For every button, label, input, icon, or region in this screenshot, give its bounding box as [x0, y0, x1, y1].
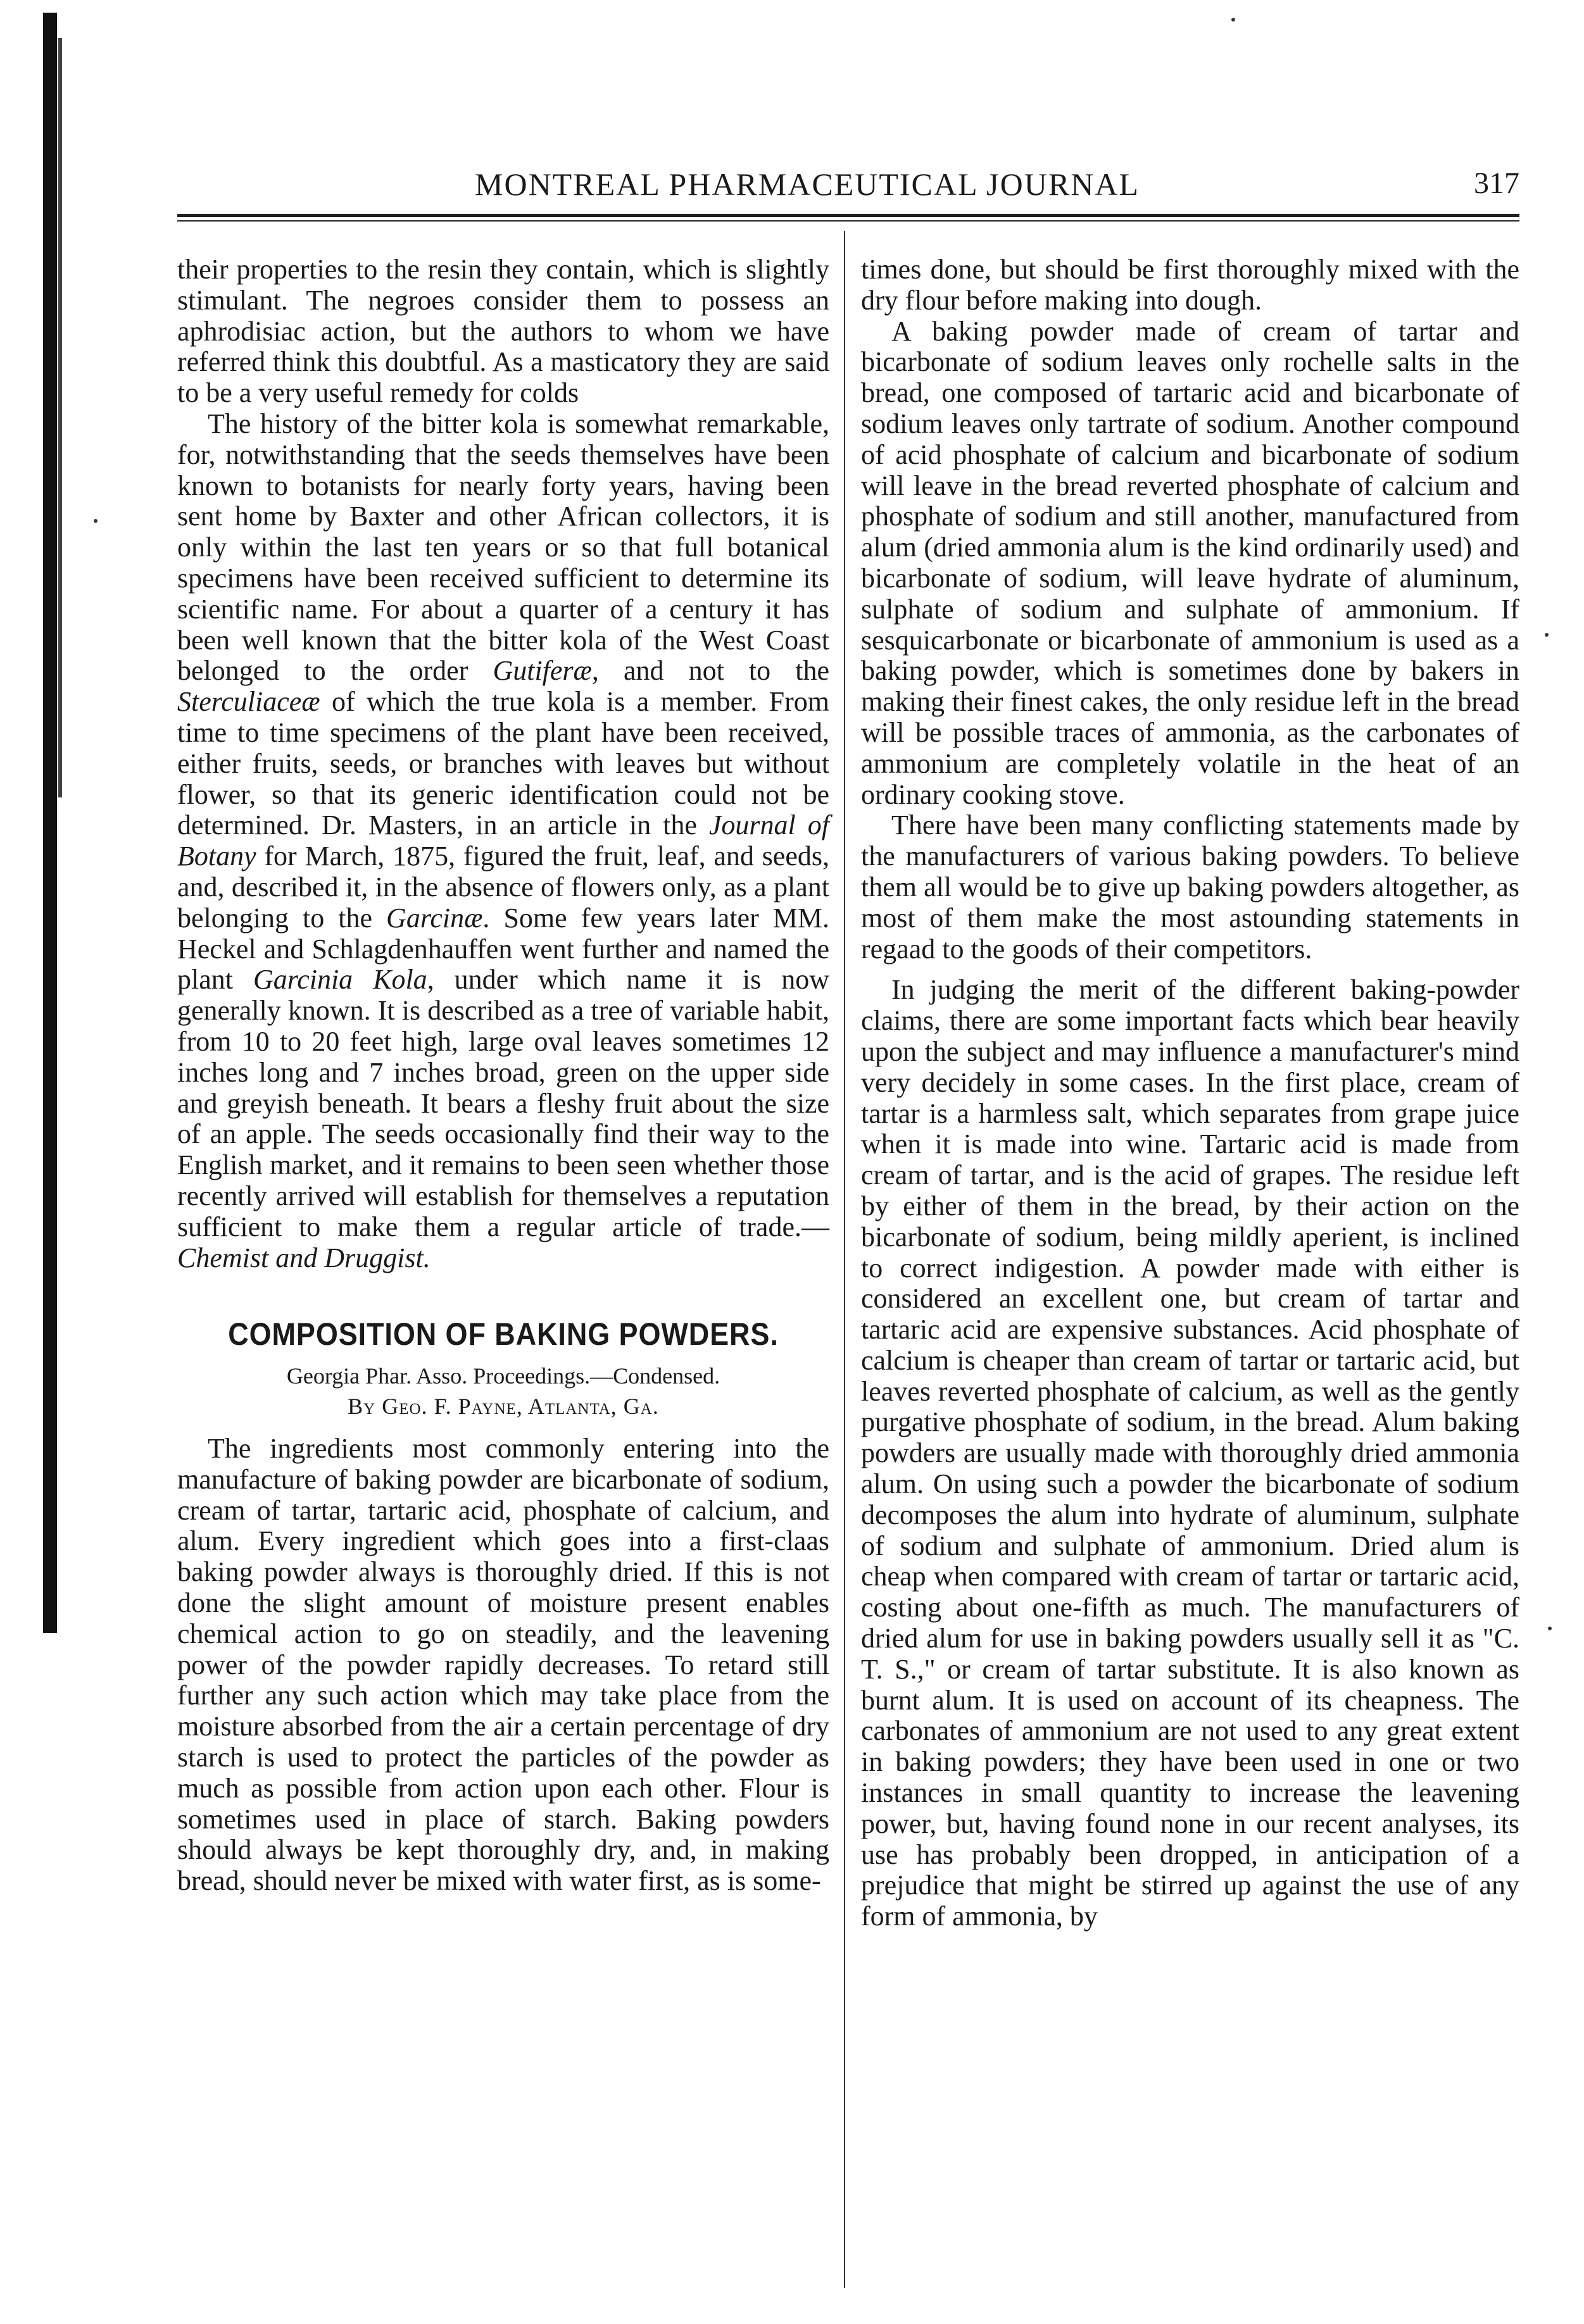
- scan-speck: [94, 519, 97, 523]
- column-divider: [844, 231, 845, 2288]
- scan-speck: [1231, 18, 1235, 22]
- page-edge-shadow-secondary: [58, 38, 62, 797]
- paragraph: A baking powder made of cream of tartar and bicarbonate of sodium leaves only rochelle salts in the bread, one composed of tartaric acid and bicarbonate of sodium leaves only tartrate of sodium. Another compound of acid phosphate of calcium and bicarbonate of sodium will leave in the bread reverted phosphate of calcium and phosphate of sodium and still another, manufactured from alum (dried ammonia alum is the kind ordinarily used) and bicarbonate of sodium, will leave hydrate of aluminum, sulphate of sodium and sulphate of ammonium. If sesquicarbonate or bicarbonate of ammonium is used as a baking powder, which is sometimes done by bakers in making their finest cakes, the only residue left in the bread will be possible traces of ammonia, as the carbonates of ammonium are completely volatile in the heat of an ordinary cooking stove.: [861, 315, 1519, 810]
- page-number: 317: [1474, 166, 1519, 200]
- paragraph: The history of the bitter kola is somewhat remarkable, for, notwithstanding that the seeds themselves have been known to botanists for nearly forty years, having been sent home by Baxter and other African collectors, it is only within the last ten years or so that full botanical specimens have been received sufficient to determine its scientific name. For about a quarter of a century it has been well known that the bitter kola of the West Coast belonged to the order Gutiferæ, and not to the Sterculiaceæ of which the true kola is a member. From time to time specimens of the plant have been received, either fruits, seeds, or branches with leaves but without flower, so that its generic identification could not be determined. Dr. Masters, in an article in the Journal of Botany for March, 1875, figured the fruit, leaf, and seeds, and, described it, in the absence of flowers only, as a plant belonging to the Garcinæ. Some few years later MM. Heckel and Schlagdenhauffen went further and named the plant Garcinia Kola, under which name it is now generally known. It is described as a tree of variable habit, from 10 to 20 feet high, large oval leaves sometimes 12 inches long and 7 inches broad, green on the upper side and greyish beneath. It bears a fleshy fruit about the size of an apple. The seeds occasionally find their way to the English market, and it remains to been seen whether those recently arrived will establish for themselves a reputation sufficient to make them a regular article of trade.—Chemist and Druggist.: [177, 408, 829, 1273]
- scan-speck: [1548, 1627, 1552, 1630]
- header-rule-thin: [177, 220, 1519, 222]
- header-rule: [177, 214, 1519, 217]
- paragraph: times done, but should be first thoroughly mixed with the dry flour before making into dough.: [861, 254, 1519, 316]
- paragraph: There have been many conflicting statements made by the manufacturers of various baking powders. To believe them all would be to give up baking powders altogether, as most of them make the most astounding statements in regaad to the goods of their competitors.: [861, 809, 1519, 965]
- right-column: [861, 254, 1519, 2292]
- paragraph: In judging the merit of the different baking-powder claims, there are some important facts which bear heavily upon the subject and may influence a manufacturer's mind very decidely in some cases. In the first place, cream of tartar is a harmless salt, which separates from grape juice when it is made into wine. Tartaric acid is made from cream of tartar, and is the acid of grapes. The residue left by either of them in the bread, by their action on the bicarbonate of sodium, being mildly aperient, is inclined to correct indigestion. A powder made with either is considered an excellent one, but cream of tartar and tartaric acid are expensive substances. Acid phosphate of calcium is cheaper than cream of tartar or tartaric acid, but leaves reverted phosphate of calcium, as well as the gently purgative phosphate of sodium, in the bread. Alum baking powders are usually made with thoroughly dried ammonia alum. On using such a powder the bicarbonate of sodium decomposes the alum into hydrate of aluminum, sulphate of sodium and sulphate of ammonium. Dried alum is cheap when compared with cream of tartar or tartaric acid, costing about one-fifth as much. The manufacturers of dried alum for use in baking powders usually sell it as "C. T. S.," or cream of tartar substitute. It is also known as burnt alum. It is used on account of its cheapness. The carbonates of ammonium are not used to any great extent in baking powders; they have been used in one or two instances in small quantity to increase the leavening power, but, having found none in our recent analyses, its use has probably been dropped, in anticipation of a prejudice that might be stirred up against the use of any form of ammonia, by: [861, 974, 1519, 1932]
- section-heading: COMPOSITION OF BAKING POWDERS.: [228, 1316, 779, 1353]
- page-edge-shadow: [43, 13, 57, 1633]
- paragraph: The ingredients most commonly entering into the manufacture of baking powder are bicarbonate of sodium, cream of tartar, tartaric acid, phosphate of calcium, and alum. Every ingredient which goes into a first-claas baking powder always is thoroughly dried. If this is not done the slight amount of moisture present enables chemical action to go on steadily, and the leavening power of the powder rapidly decreases. To retard still further any such action which may take place from the moisture absorbed from the air a certain percentage of dry starch is used to protect the particles of the powder as much as possible from action upon each other. Flour is sometimes used in place of starch. Baking powders should always be kept thoroughly dry, and, in making bread, should never be mixed with water first, as is some-: [177, 1433, 829, 1897]
- left-column: [177, 254, 829, 2292]
- source-citation: Chemist and Druggist.: [177, 1242, 431, 1273]
- running-header: [177, 166, 1519, 204]
- source-line: Georgia Phar. Asso. Proceedings.—Condensed.: [286, 1363, 720, 1389]
- author-byline: By Geo. F. Payne, Atlanta, Ga.: [348, 1394, 659, 1420]
- paragraph: their properties to the resin they contain, which is slightly stimulant. The negroes consider them to possess an aphrodisiac action, but the authors to whom we have referred think this doubtful. As a masticatory they are said to be a very useful remedy for colds: [177, 254, 829, 409]
- journal-title: MONTREAL PHARMACEUTICAL JOURNAL: [475, 166, 1140, 202]
- scan-speck: [1545, 633, 1549, 637]
